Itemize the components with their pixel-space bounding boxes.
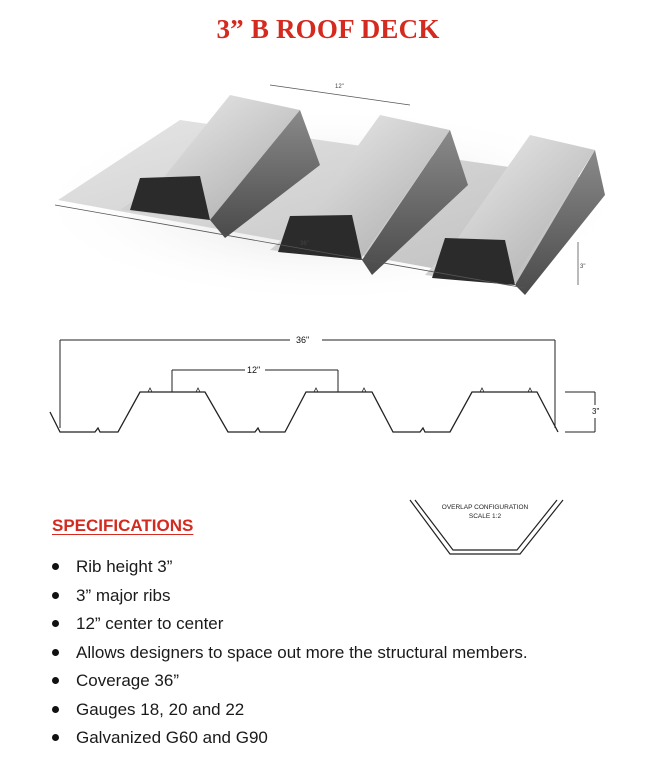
roof-deck-render-image bbox=[0, 70, 656, 310]
bullet-icon bbox=[52, 706, 59, 713]
bullet-icon bbox=[52, 620, 59, 627]
dimension-36 bbox=[60, 340, 555, 428]
render-dim-3: 3" bbox=[580, 264, 586, 270]
list-item: Rib height 3” bbox=[50, 556, 528, 585]
bullet-icon bbox=[52, 649, 59, 656]
specifications-heading: SPECIFICATIONS bbox=[52, 516, 194, 535]
bullet-icon bbox=[52, 677, 59, 684]
render-dim-12: 12" bbox=[335, 84, 344, 90]
overlap-scale: SCALE 1:2 bbox=[468, 513, 502, 520]
list-item: Gauges 18, 20 and 22 bbox=[50, 699, 528, 728]
overlap-configuration-drawing bbox=[405, 492, 565, 562]
render-dim-36: 36" bbox=[300, 241, 309, 247]
deck-profile-line bbox=[50, 392, 558, 432]
list-item: 3” major ribs bbox=[50, 585, 528, 614]
list-item: Galvanized G60 and G90 bbox=[50, 727, 528, 756]
dimension-3-label: 3" bbox=[592, 407, 600, 416]
bullet-icon bbox=[52, 592, 59, 599]
dimension-12-label: 12" bbox=[247, 365, 261, 375]
list-item: Allows designers to space out more the structural members. bbox=[50, 642, 528, 671]
list-item: 12” center to center bbox=[50, 613, 528, 642]
overlap-caption: OVERLAP CONFIGURATION bbox=[441, 504, 529, 511]
profile-drawing bbox=[0, 320, 656, 450]
bullet-icon bbox=[52, 734, 59, 741]
dimension-36-label: 36" bbox=[296, 335, 310, 345]
specifications-list bbox=[50, 556, 528, 756]
list-item: Coverage 36” bbox=[50, 670, 528, 699]
bullet-icon bbox=[52, 563, 59, 570]
page-title: 3” B ROOF DECK bbox=[216, 14, 440, 44]
dimension-3 bbox=[565, 392, 595, 432]
